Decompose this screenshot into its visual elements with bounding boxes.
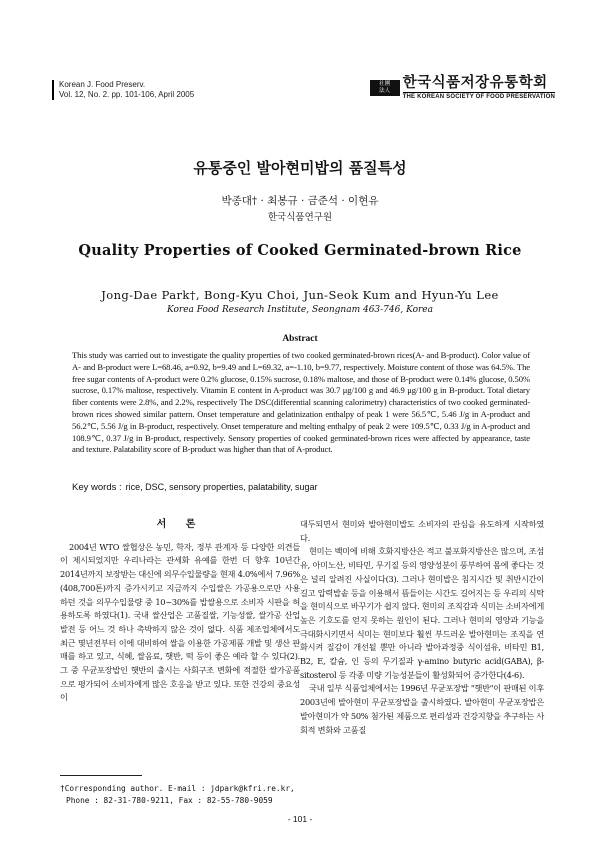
left-column [60, 518, 300, 705]
section-heading-introduction: 서 론 [156, 519, 204, 530]
society-name-kr: 한국식품저장유통학회 [402, 75, 548, 91]
paragraph: 현미는 백미에 비해 호화지방산은 적고 불포화지방산은 많으며, 조섬유, 아미노산, 비타민, 무기질 등의 영양성분이 풍부하여 몸에 좋다는 것은 널리 알려진 사실이다(3). 그러나 현미밥은 침지시간 및 취반시간이 길고 압력밥솥 등을 이용해서 뜸들이는 시간도 길어지는 등 우리의 식탁을 현미식으로 바꾸기가 쉽지 않다. 현미의 조직감과 식미는 소비자에게 높은 기호도를 얻지 못하는 원인이 된다. 그러나 현미의 영양과 기능을 극대화시키면서 식미는 현미보다 훨씬 부드러운 발아현미는 조직을 연화시켜 질감이 개선될 뿐만 아니라 발아과정중 식이섬유, 비타민 B1, B2, E, 칼슘, 인 등의 무기질과 γ-amino butyric acid(GABA), β-sitosterol 등 각종 미량 기능성분들이 활성화되어 증가한다(4-6). [300, 546, 544, 680]
title-english: Quality Properties of Cooked Germinated-brown Rice [78, 242, 522, 259]
paragraph: 국내 일부 식품업체에서는 1996년 무균포장밥 "햇반"이 판매된 이후 2003년에 발아현미 무균포장밥을 출시하였다. 발아현미 무균포장밥은 발아현미가 약 50% 첨가된 제품으로 편리성과 건강지향을 추구하는 사회적 변화와 고품질 [300, 683, 544, 735]
abstract-heading: Abstract [282, 334, 318, 344]
emblem-text-2: 法人 [379, 88, 391, 94]
paragraph: 대두되면서 현미와 발아현미밥도 소비자의 관심을 유도하게 시작하였다. [300, 519, 544, 543]
paragraph: 2004년 WTO 쌀협상은 농민, 학자, 정부 관계자 등 다양한 의견들이 제시되었지만 우리나라는 관세화 유예를 한번 더 향후 10년간 2014년까지 보장받는 대신에 의무수입물량을 현재 4.0%에서 7.96%(408,700톤)까지 증가시키고 지금까지 수입쌀은 가공용으로만 사용하던 것을 의무수입물량 중 10~30%를 밥쌀용으로 소비자 시판을 허용하도록 하였다(1). 국내 쌀산업은 고품질쌀, 기능성쌀, 쌀가공 산업 발전 등 어느 것 하나 촉박하지 않은 것이 없다. 식품 제조업체에서도 최근 몇년전부터 이에 대비하여 쌀을 이용한 가공제품 개발 및 생산 판매를 하고 있고, 식혜, 쌀음료, 햇반, 떡 등이 좋은 예라 할 수 있다(2). 그 중 무균포장밥인 햇반의 출시는 사회구조 변화에 적절한 쌀가공품으로 평가되어 소비자에게 많은 호응을 받고 있다. 또한 건강의 중요성이 [60, 541, 300, 703]
abstract-body [72, 350, 530, 456]
journal-citation [52, 80, 194, 100]
society-emblem [370, 80, 400, 96]
journal-volume: Vol. 12, No. 2. pp. 101-106, April 2005 [59, 90, 195, 99]
authors-korean: 박종대† · 최봉규 · 금준석 · 이현유 [221, 195, 379, 207]
right-column [300, 518, 544, 737]
footnote-divider [60, 775, 142, 776]
emblem-text-1: 社團 [379, 81, 391, 87]
abstract-text: This study was carried out to investigate the quality properties of two cooked germinated-brown rices(A- and B-product). Color value of A- and B-product were L=68.46, a=0.92, b=9.49 and L=69.32, a=-1.10, b=9.77, respectively. Moisture content of those was 64.5%. The free sugar contents of A-product were 0.2% glucose, 0.15% sucrose, 0.18% maltose, and those of B-product were 0.14% glucose, 0.50% sucrose, 0.17% maltose, respectively. Vitamin E content in A-product was 30.7 μg/100 g and 46.9 μg/100 g in B-product. Total dietary fiber contents were 2.8%, and 2.2%, respectively The DSC(differential scanning calorimetry) characteristics of two cooked germinated-brown rices showed similar pattern. Onset temperature and gelatinization enthalpy of peak 1 were 56.5℃, 5.46 J/g in A-product and 56.2℃, 5.56 J/g in B-product, respectively. Onset temperature and melting enthalpy of peak 2 were 109.5℃, 0.33 J/g in A-product and 108.9℃, 0.37 J/g in B-product, respectively. Sensory properties of cooked germinated-brown rices were affected by appearance, taste and texture. Palatability score of B-product was higher than that of A-product. [72, 350, 530, 455]
society-logo [370, 76, 555, 100]
footnote-email: †Corresponding author. E-mail : jdpark@kfri.re.kr, [60, 784, 295, 793]
keywords [72, 482, 530, 493]
affiliation-korean: 한국식품연구원 [267, 212, 333, 223]
keywords-list: rice, DSC, sensory properties, palatability, sugar [125, 482, 318, 492]
title-korean: 유통중인 발아현미밥의 품질특성 [193, 159, 407, 177]
footnote-phone: Phone : 82-31-780-9211, Fax : 82-55-780-9059 [66, 796, 273, 805]
society-name-en: THE KOREAN SOCIETY OF FOOD PRESERVATION [402, 94, 555, 100]
corresponding-author-footnote [60, 783, 306, 807]
authors-english: Jong-Dae Park†, Bong-Kyu Choi, Jun-Seok Kum and Hyun-Yu Lee [101, 288, 499, 302]
page-number: - 101 - [287, 814, 313, 824]
keywords-label: Key words : [72, 482, 122, 493]
affiliation-english: Korea Food Research Institute, Seongnam 463-746, Korea [167, 305, 433, 315]
journal-name: Korean J. Food Preserv. [59, 80, 146, 89]
